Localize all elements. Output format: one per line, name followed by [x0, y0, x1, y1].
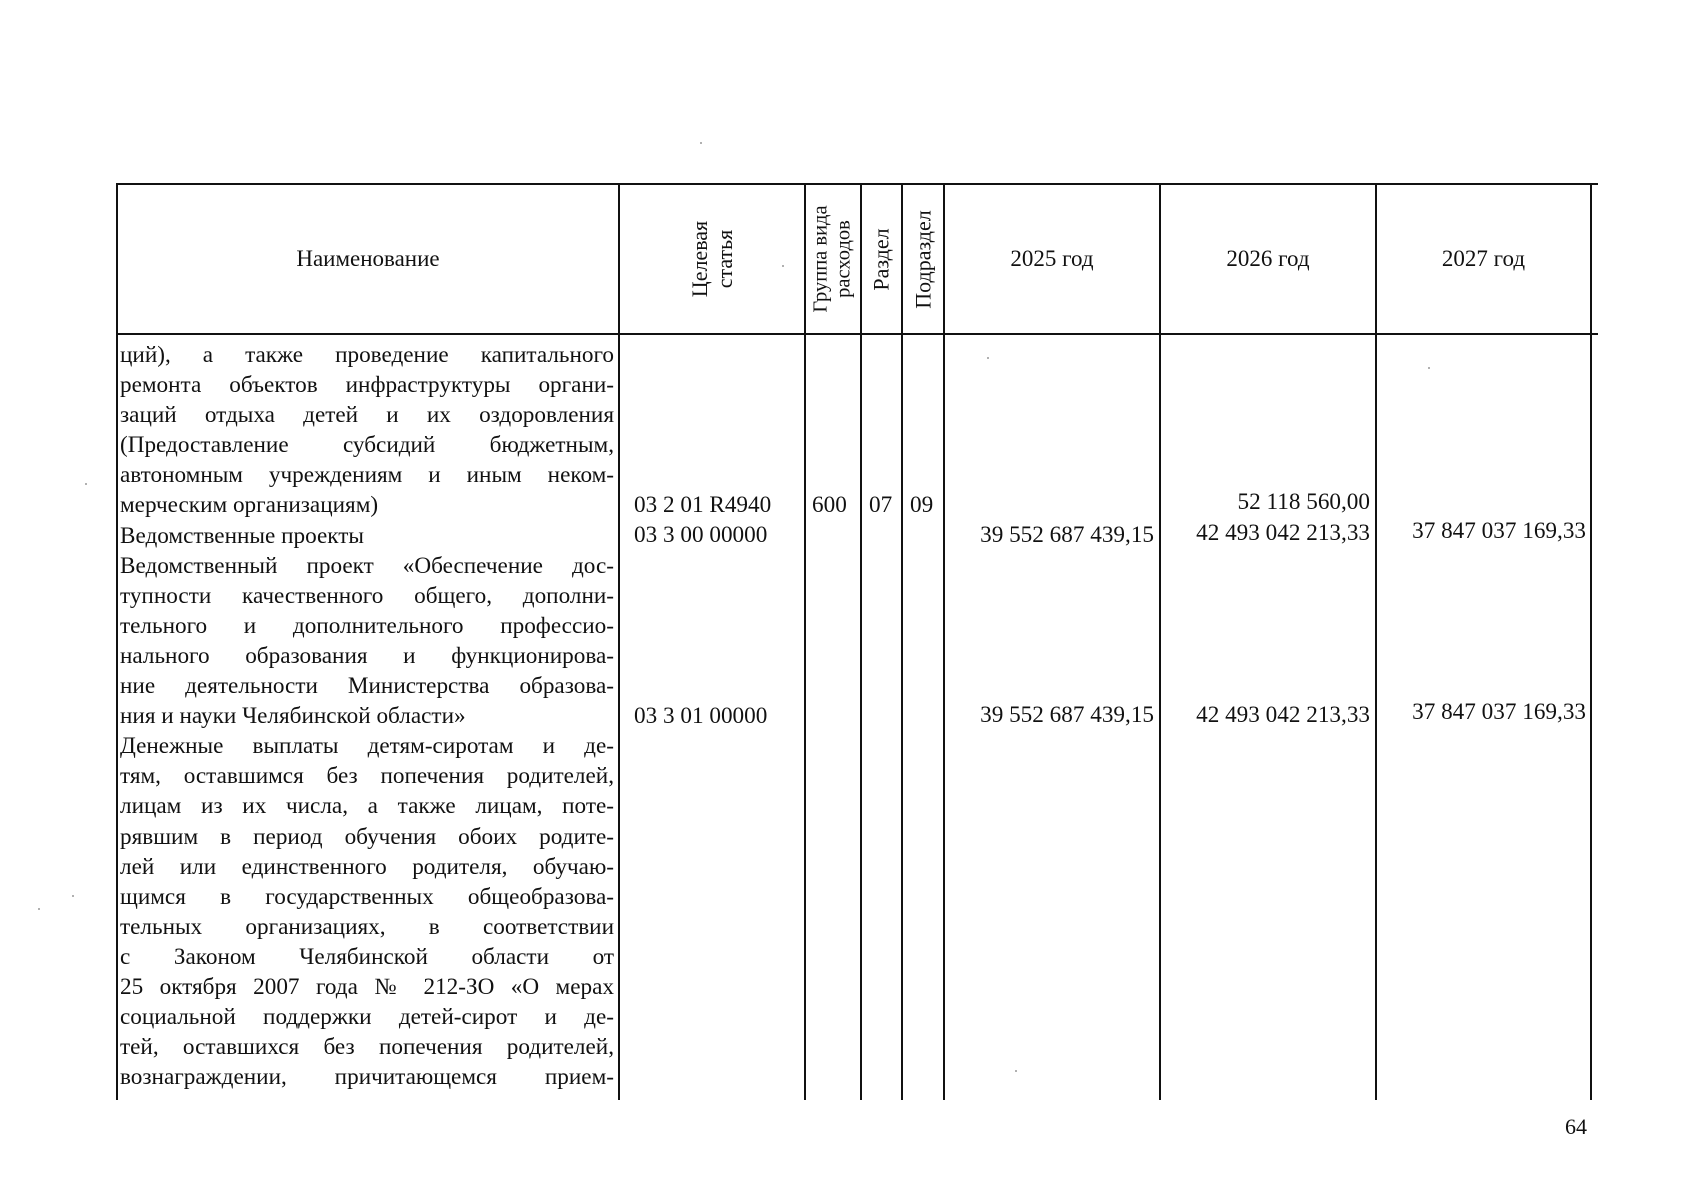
header-target-article-line1: Целевая [686, 220, 712, 298]
name-line: лей или единственного родителя, обучаю- [120, 853, 614, 880]
header-2026 [1161, 185, 1375, 333]
name-line: 25 октября 2007 года № 212-ЗО «О мерах [120, 973, 614, 1000]
name-line: лицам из их числа, а также лицам, поте- [120, 793, 614, 820]
header-section [862, 185, 901, 333]
name-line: тупности качественного общего, дополни- [120, 582, 614, 609]
row-2025: 39 552 687 439,15 [980, 522, 1154, 548]
name-line: мерческим организациям) [120, 492, 379, 519]
name-line: ния и науки Челябинской области» [120, 703, 466, 730]
name-line: социальной поддержки детей-сирот и де- [120, 1004, 614, 1031]
name-line: ние деятельности Министерства образова- [120, 673, 614, 700]
header-subsection-label: Подраздел [910, 209, 936, 309]
row-2026: 42 493 042 213,33 [1196, 520, 1370, 546]
name-line: Ведомственные проекты [120, 522, 364, 549]
row-subsection: 09 [910, 492, 934, 518]
row-2026: 42 493 042 213,33 [1196, 702, 1370, 728]
header-section-label: Раздел [869, 227, 895, 291]
header-2025 [945, 185, 1159, 333]
scan-speck [38, 908, 40, 910]
row-2026: 52 118 560,00 [1237, 489, 1370, 515]
page-number: 64 [1565, 1114, 1587, 1139]
header-group [806, 185, 860, 333]
header-group-line1: Группа вида [810, 205, 833, 313]
scan-speck [700, 142, 702, 144]
name-line: с Законом Челябинской области от [120, 943, 614, 970]
scan-speck [85, 483, 87, 485]
header-target-article-line2: статья [711, 229, 737, 289]
row-group: 600 [812, 492, 847, 518]
name-line: вознаграждении, причитающемся прием- [120, 1064, 614, 1091]
name-column-text [120, 340, 614, 1092]
name-line: нального образования и функционирова- [120, 642, 614, 669]
name-line: тельных организациях, в соответствии [120, 913, 614, 940]
name-line: рявшим в период обучения обоих родите- [120, 823, 614, 850]
name-line: Ведомственный проект «Обеспечение дос- [120, 552, 614, 579]
header-target-article-label [687, 221, 737, 297]
header-2027-label: 2027 год [1441, 246, 1526, 271]
name-line: (Предоставление субсидий бюджетным, [120, 432, 614, 459]
name-line: щимся в государственных общеобразова- [120, 883, 614, 910]
header-subsection [903, 185, 943, 333]
row-2027: 37 847 037 169,33 [1412, 699, 1586, 725]
header-2026-label: 2026 год [1226, 246, 1310, 271]
name-line: ремонта объектов инфраструктуры органи- [120, 372, 614, 399]
row-2027: 37 847 037 169,33 [1412, 518, 1586, 544]
header-target-article [620, 185, 804, 333]
header-name [118, 185, 618, 333]
header-2025-label: 2025 год [1010, 246, 1094, 271]
header-group-line2: расходов [833, 220, 856, 298]
scan-speck [782, 265, 784, 267]
scan-speck [72, 895, 74, 897]
name-line: заций отдыха детей и их оздоровления [120, 402, 614, 429]
name-line: тям, оставшимся без попечения родителей, [120, 763, 614, 790]
row-section: 07 [869, 492, 893, 518]
row-target: 03 3 00 00000 [634, 522, 768, 548]
scan-speck [1015, 1070, 1017, 1072]
name-line: Денежные выплаты детям-сиротам и де- [120, 733, 614, 760]
row-target: 03 2 01 R4940 [634, 492, 772, 518]
row-target: 03 3 01 00000 [634, 703, 768, 729]
header-2027 [1377, 185, 1590, 333]
scan-speck [1428, 367, 1430, 369]
name-line: автономным учреждениям и иным неком- [120, 462, 614, 489]
header-group-label [810, 205, 856, 312]
name-line: тельного и дополнительного профессио- [120, 612, 614, 639]
header-name-label: Наименование [296, 246, 440, 271]
row-2025: 39 552 687 439,15 [980, 702, 1154, 728]
name-line: тей, оставшихся без попечения родителей, [120, 1034, 614, 1061]
col-border-right [1590, 183, 1592, 1100]
name-line: ций), а также проведение капитального [120, 342, 614, 368]
scan-speck [987, 357, 989, 359]
